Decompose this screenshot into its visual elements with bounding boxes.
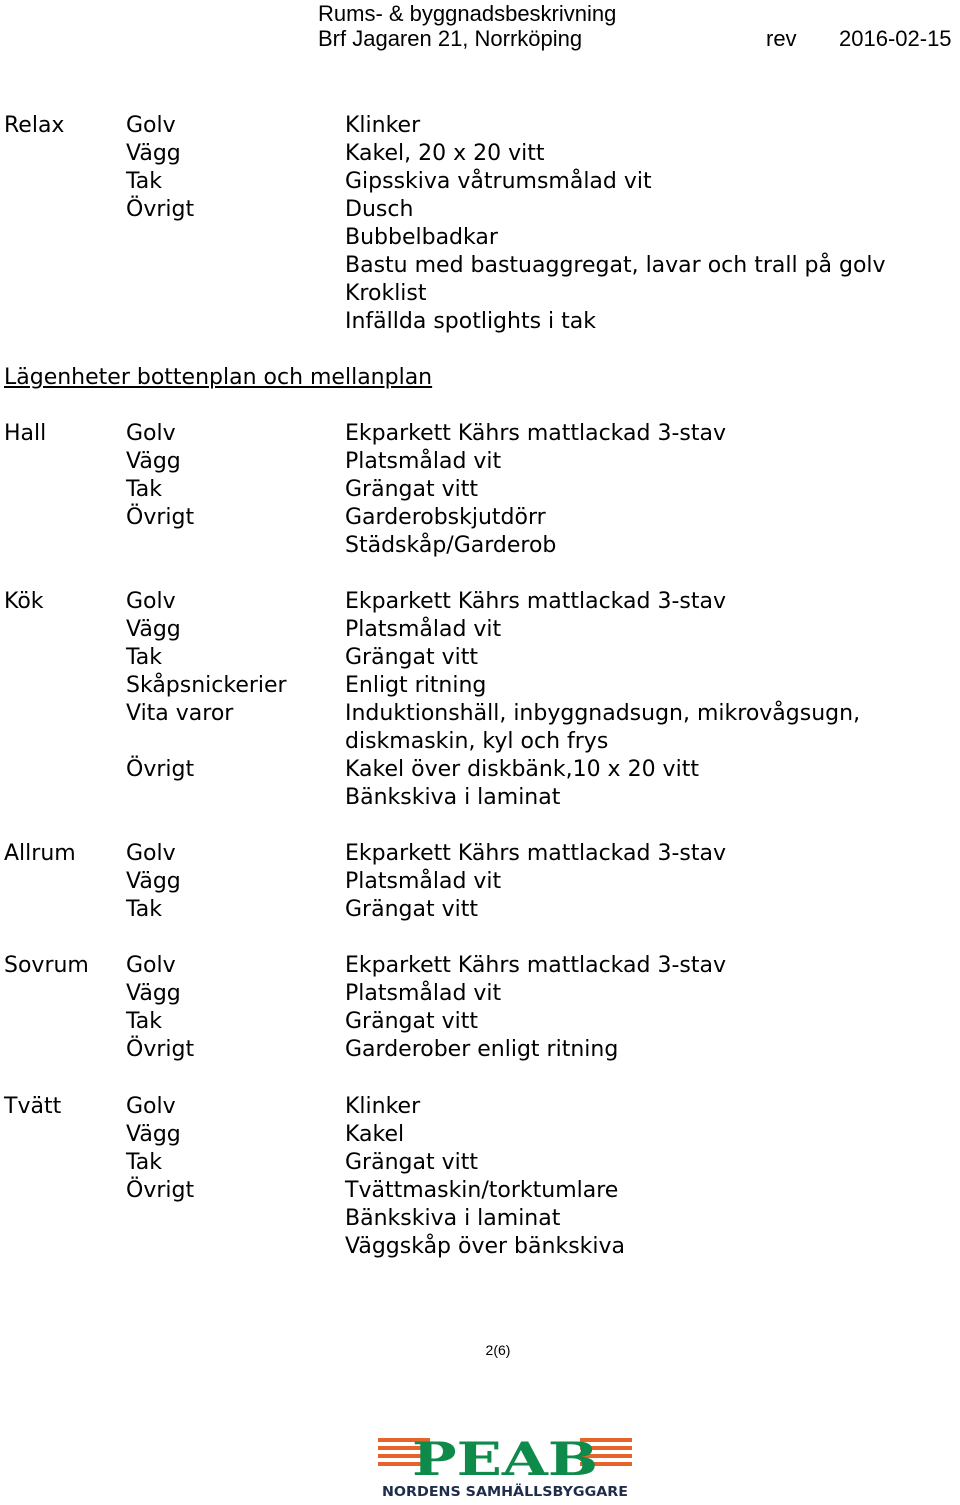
room-name: Hall <box>4 421 47 446</box>
item-label: Golv <box>126 589 176 614</box>
item-value: Klinker <box>345 1094 421 1119</box>
item-value: Garderober enligt ritning <box>345 1037 619 1062</box>
item-value: Platsmålad vit <box>345 981 502 1006</box>
item-value: Platsmålad vit <box>345 617 502 642</box>
item-label: Vägg <box>126 617 181 642</box>
item-label: Golv <box>126 113 176 138</box>
item-label: Tak <box>126 1009 163 1034</box>
item-value: Dusch <box>345 197 414 222</box>
item-value: Ekparkett Kährs mattlackad 3-stav <box>345 953 727 978</box>
item-label: Vägg <box>126 141 181 166</box>
item-value: Grängat vitt <box>345 1150 478 1175</box>
item-label: Vägg <box>126 1122 181 1147</box>
room-name: Relax <box>4 113 65 138</box>
item-value: Kakel över diskbänk,10 x 20 vitt <box>345 757 699 782</box>
item-value: Klinker <box>345 113 421 138</box>
item-label: Vägg <box>126 981 181 1006</box>
project-name: Brf Jagaren 21, Norrköping <box>318 26 583 51</box>
item-value: Väggskåp över bänkskiva <box>345 1234 626 1259</box>
peab-logo <box>378 1432 632 1500</box>
item-value: Grängat vitt <box>345 477 478 502</box>
room-name: Kök <box>4 589 44 614</box>
item-label: Tak <box>126 169 163 194</box>
item-label: Tak <box>126 897 163 922</box>
item-value: Platsmålad vit <box>345 869 502 894</box>
item-label: Tak <box>126 477 163 502</box>
revision-label: rev <box>766 26 797 51</box>
room-name: Tvätt <box>4 1094 62 1119</box>
item-label: Golv <box>126 953 176 978</box>
item-value: Ekparkett Kährs mattlackad 3-stav <box>345 841 727 866</box>
item-label: Golv <box>126 421 176 446</box>
item-value: Kakel, 20 x 20 vitt <box>345 141 545 166</box>
item-value: Tvättmaskin/torktumlare <box>345 1178 619 1203</box>
item-value: Enligt ritning <box>345 673 487 698</box>
peab-tagline: NORDENS SAMHÄLLSBYGGARE <box>382 1485 607 1500</box>
item-value: Städskåp/Garderob <box>345 533 557 558</box>
item-value: Kroklist <box>345 281 427 306</box>
item-value: Gipsskiva våtrumsmålad vit <box>345 169 652 194</box>
item-label: Övrigt <box>126 757 195 782</box>
item-value: Bänkskiva i laminat <box>345 785 561 810</box>
item-value: Bastu med bastuaggregat, lavar och trall på golv <box>345 253 886 278</box>
page-number: 2(6) <box>485 1342 511 1358</box>
item-value: Grängat vitt <box>345 897 478 922</box>
item-value: Grängat vitt <box>345 1009 478 1034</box>
item-value: Induktionshäll, inbyggnadsugn, mikrovågsugn, <box>345 701 861 726</box>
item-label: Skåpsnickerier <box>126 673 287 698</box>
item-label: Golv <box>126 841 176 866</box>
item-label: Tak <box>126 1150 163 1175</box>
peab-logo-graphic <box>378 1432 632 1500</box>
item-value: Bänkskiva i laminat <box>345 1206 561 1231</box>
room-name: Allrum <box>4 841 76 866</box>
item-value: Infällda spotlights i tak <box>345 309 597 334</box>
item-label: Övrigt <box>126 1178 195 1203</box>
item-label: Golv <box>126 1094 176 1119</box>
item-value: Platsmålad vit <box>345 449 502 474</box>
item-label: Vägg <box>126 449 181 474</box>
item-label: Övrigt <box>126 197 195 222</box>
document-title: Rums- & byggnadsbeskrivning <box>318 1 617 26</box>
item-label: Vägg <box>126 869 181 894</box>
section-heading: Lägenheter bottenplan och mellanplan <box>4 365 433 390</box>
room-name: Sovrum <box>4 953 89 978</box>
item-label: Övrigt <box>126 1037 195 1062</box>
item-value: Ekparkett Kährs mattlackad 3-stav <box>345 589 727 614</box>
item-label: Övrigt <box>126 505 195 530</box>
item-value: Bubbelbadkar <box>345 225 498 250</box>
item-value: Garderobskjutdörr <box>345 505 546 530</box>
peab-wordmark: PEAB <box>412 1432 598 1486</box>
item-label: Vita varor <box>126 701 234 726</box>
item-value: diskmaskin, kyl och frys <box>345 729 609 754</box>
item-label: Tak <box>126 645 163 670</box>
item-value: Ekparkett Kährs mattlackad 3-stav <box>345 421 727 446</box>
item-value: Grängat vitt <box>345 645 478 670</box>
item-value: Kakel <box>345 1122 405 1147</box>
revision-date: 2016-02-15 <box>839 26 952 51</box>
